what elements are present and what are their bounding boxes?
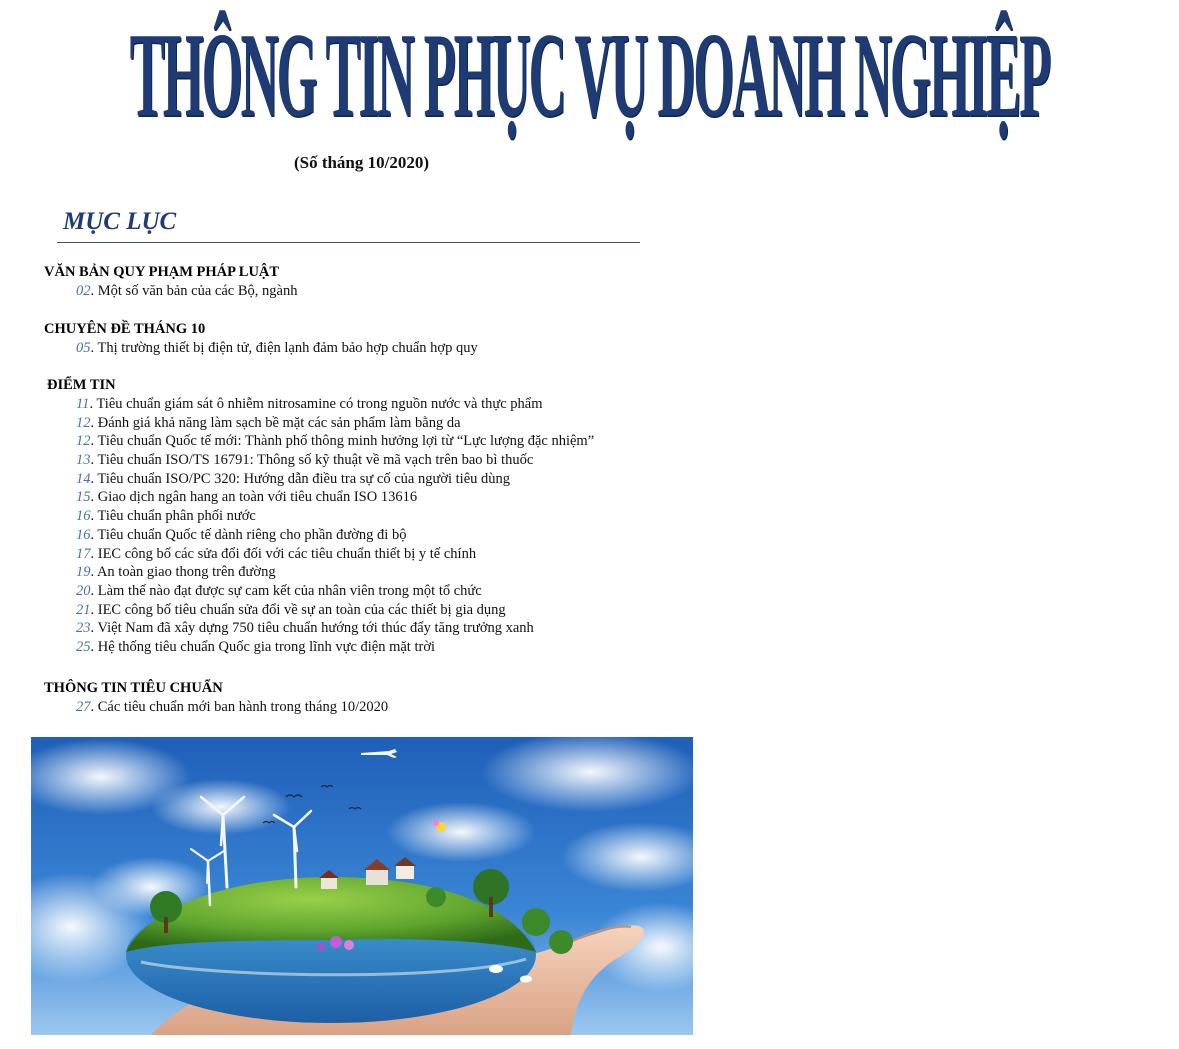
section-title: ĐIỂM TIN xyxy=(47,377,116,393)
entry-text: Một số văn bản của các Bộ, ngành xyxy=(97,283,298,299)
page-number: 02 xyxy=(76,283,91,299)
entry-text: Làm thế nào đạt được sự cam kết của nhân viên trong một tổ chức xyxy=(97,582,482,599)
entry-text: Tiêu chuẩn giám sát ô nhiễm nitrosamine có trong nguồn nước và thực phẩm xyxy=(96,396,543,412)
page-number: 27 xyxy=(76,699,91,715)
issue-label: (Số tháng 10/2020) xyxy=(293,153,430,172)
toc-entry[interactable]: 19. An toàn giao thong trên đường xyxy=(76,564,276,581)
entry-text: Tiêu chuẩn ISO/TS 16791: Thông số kỹ thuật về mã vạch trên bao bì thuốc xyxy=(97,452,534,469)
toc-entry[interactable]: 13. Tiêu chuẩn ISO/TS 16791: Thông số kỹ thuật về mã vạch trên bao bì thuốc xyxy=(76,452,534,469)
toc-entry[interactable]: 17. IEC công bố các sửa đổi đối với các tiêu chuẩn thiết bị y tế chính xyxy=(76,545,477,562)
entry-text: Hệ thống tiêu chuẩn Quốc gia trong lĩnh vực điện mặt trời xyxy=(97,638,436,655)
toc-entry[interactable]: 16. Tiêu chuẩn phân phối nước xyxy=(76,508,256,525)
masthead-title: THÔNG TIN PHỤC VỤ DOANH NGHIỆP xyxy=(129,6,1050,143)
page-number: 21 xyxy=(76,601,91,618)
section-title: CHUYÊN ĐỀ THÁNG 10 xyxy=(44,321,206,337)
toc-entry[interactable]: 16. Tiêu chuẩn Quốc tế dành riêng cho phần đường đi bộ xyxy=(76,526,407,543)
page-number: 20 xyxy=(76,582,91,599)
page-number: 15 xyxy=(76,489,91,506)
toc-entry[interactable]: 23. Việt Nam đã xây dựng 750 tiêu chuẩn hướng tới thúc đẩy tăng trưởng xanh xyxy=(76,620,534,637)
cover-illustration xyxy=(31,737,693,1035)
entry-text: Giao dịch ngân hang an toàn với tiêu chuẩn ISO 13616 xyxy=(97,489,418,506)
toc-entry[interactable]: 02. Một số văn bản của các Bộ, ngành xyxy=(76,283,298,299)
toc-entry[interactable]: 05. Thị trường thiết bị điện tử, điện lạnh đảm bảo hợp chuẩn hợp quy xyxy=(76,340,478,356)
page-number: 25 xyxy=(76,638,91,655)
entry-text: IEC công bố các sửa đổi đối với các tiêu chuẩn thiết bị y tế chính xyxy=(97,545,477,562)
toc-entry[interactable]: 14. Tiêu chuẩn ISO/PC 320: Hướng dẫn điều tra sự cố của người tiêu dùng xyxy=(76,470,511,487)
entry-text: Các tiêu chuẩn mới ban hành trong tháng 10/2020 xyxy=(97,699,389,715)
page-number: 11 xyxy=(76,396,90,412)
page-number: 16 xyxy=(76,526,91,543)
page-number: 17 xyxy=(76,545,91,562)
toc-section-standards-info xyxy=(44,679,684,717)
section-title: VĂN BẢN QUY PHẠM PHÁP LUẬT xyxy=(44,264,280,280)
toc-section-monthly-topic xyxy=(44,320,684,358)
entry-text: Tiêu chuẩn Quốc tế dành riêng cho phần đường đi bộ xyxy=(97,526,407,543)
entry-text: Việt Nam đã xây dựng 750 tiêu chuẩn hướng tới thúc đẩy tăng trưởng xanh xyxy=(97,620,534,637)
page-number: 19 xyxy=(76,564,91,581)
entry-text: Thị trường thiết bị điện tử, điện lạnh đảm bảo hợp chuẩn hợp quy xyxy=(97,340,478,356)
page-number: 14 xyxy=(76,470,91,487)
entry-text: IEC công bố tiêu chuẩn sửa đổi về sự an toàn của các thiết bị gia dụng xyxy=(97,601,506,618)
toc-entry[interactable]: 12. Đánh giá khả năng làm sạch bề mặt các sản phẩm làm bằng da xyxy=(76,414,461,431)
entry-text: Tiêu chuẩn phân phối nước xyxy=(97,508,256,525)
toc-entry[interactable]: 27. Các tiêu chuẩn mới ban hành trong tháng 10/2020 xyxy=(76,699,389,715)
entry-text: Tiêu chuẩn Quốc tế mới: Thành phố thông minh hưởng lợi từ “Lực lượng đặc nhiệm” xyxy=(97,433,595,450)
entry-text: An toàn giao thong trên đường xyxy=(96,564,276,581)
entry-text: Đánh giá khả năng làm sạch bề mặt các sản phẩm làm bằng da xyxy=(97,414,461,431)
toc-entry[interactable]: 15. Giao dịch ngân hang an toàn với tiêu chuẩn ISO 13616 xyxy=(76,489,418,506)
page-number: 16 xyxy=(76,508,91,525)
toc-section-news xyxy=(47,376,687,657)
toc-entry[interactable]: 12. Tiêu chuẩn Quốc tế mới: Thành phố thông minh hưởng lợi từ “Lực lượng đặc nhiệm” xyxy=(76,433,595,450)
toc-divider xyxy=(57,242,640,243)
page-number: 12 xyxy=(76,414,91,431)
masthead xyxy=(0,6,1050,149)
toc-entry[interactable]: 20. Làm thế nào đạt được sự cam kết của nhân viên trong một tổ chức xyxy=(76,582,482,599)
page-number: 23 xyxy=(76,620,91,637)
toc-heading: MỤC LỤC xyxy=(63,208,177,235)
page-number: 13 xyxy=(76,452,91,469)
toc-entry[interactable]: 21. IEC công bố tiêu chuẩn sửa đổi về sự an toàn của các thiết bị gia dụng xyxy=(76,601,506,618)
page-number: 05 xyxy=(76,340,91,356)
entry-text: Tiêu chuẩn ISO/PC 320: Hướng dẫn điều tra sự cố của người tiêu dùng xyxy=(97,470,511,487)
toc-entry[interactable]: 25. Hệ thống tiêu chuẩn Quốc gia trong lĩnh vực điện mặt trời xyxy=(76,638,436,655)
page-number: 12 xyxy=(76,433,91,450)
toc-entry[interactable]: 11. Tiêu chuẩn giám sát ô nhiễm nitrosamine có trong nguồn nước và thực phẩm xyxy=(76,396,543,412)
section-title: THÔNG TIN TIÊU CHUẨN xyxy=(44,680,223,696)
toc-section-legal-documents xyxy=(44,263,684,301)
